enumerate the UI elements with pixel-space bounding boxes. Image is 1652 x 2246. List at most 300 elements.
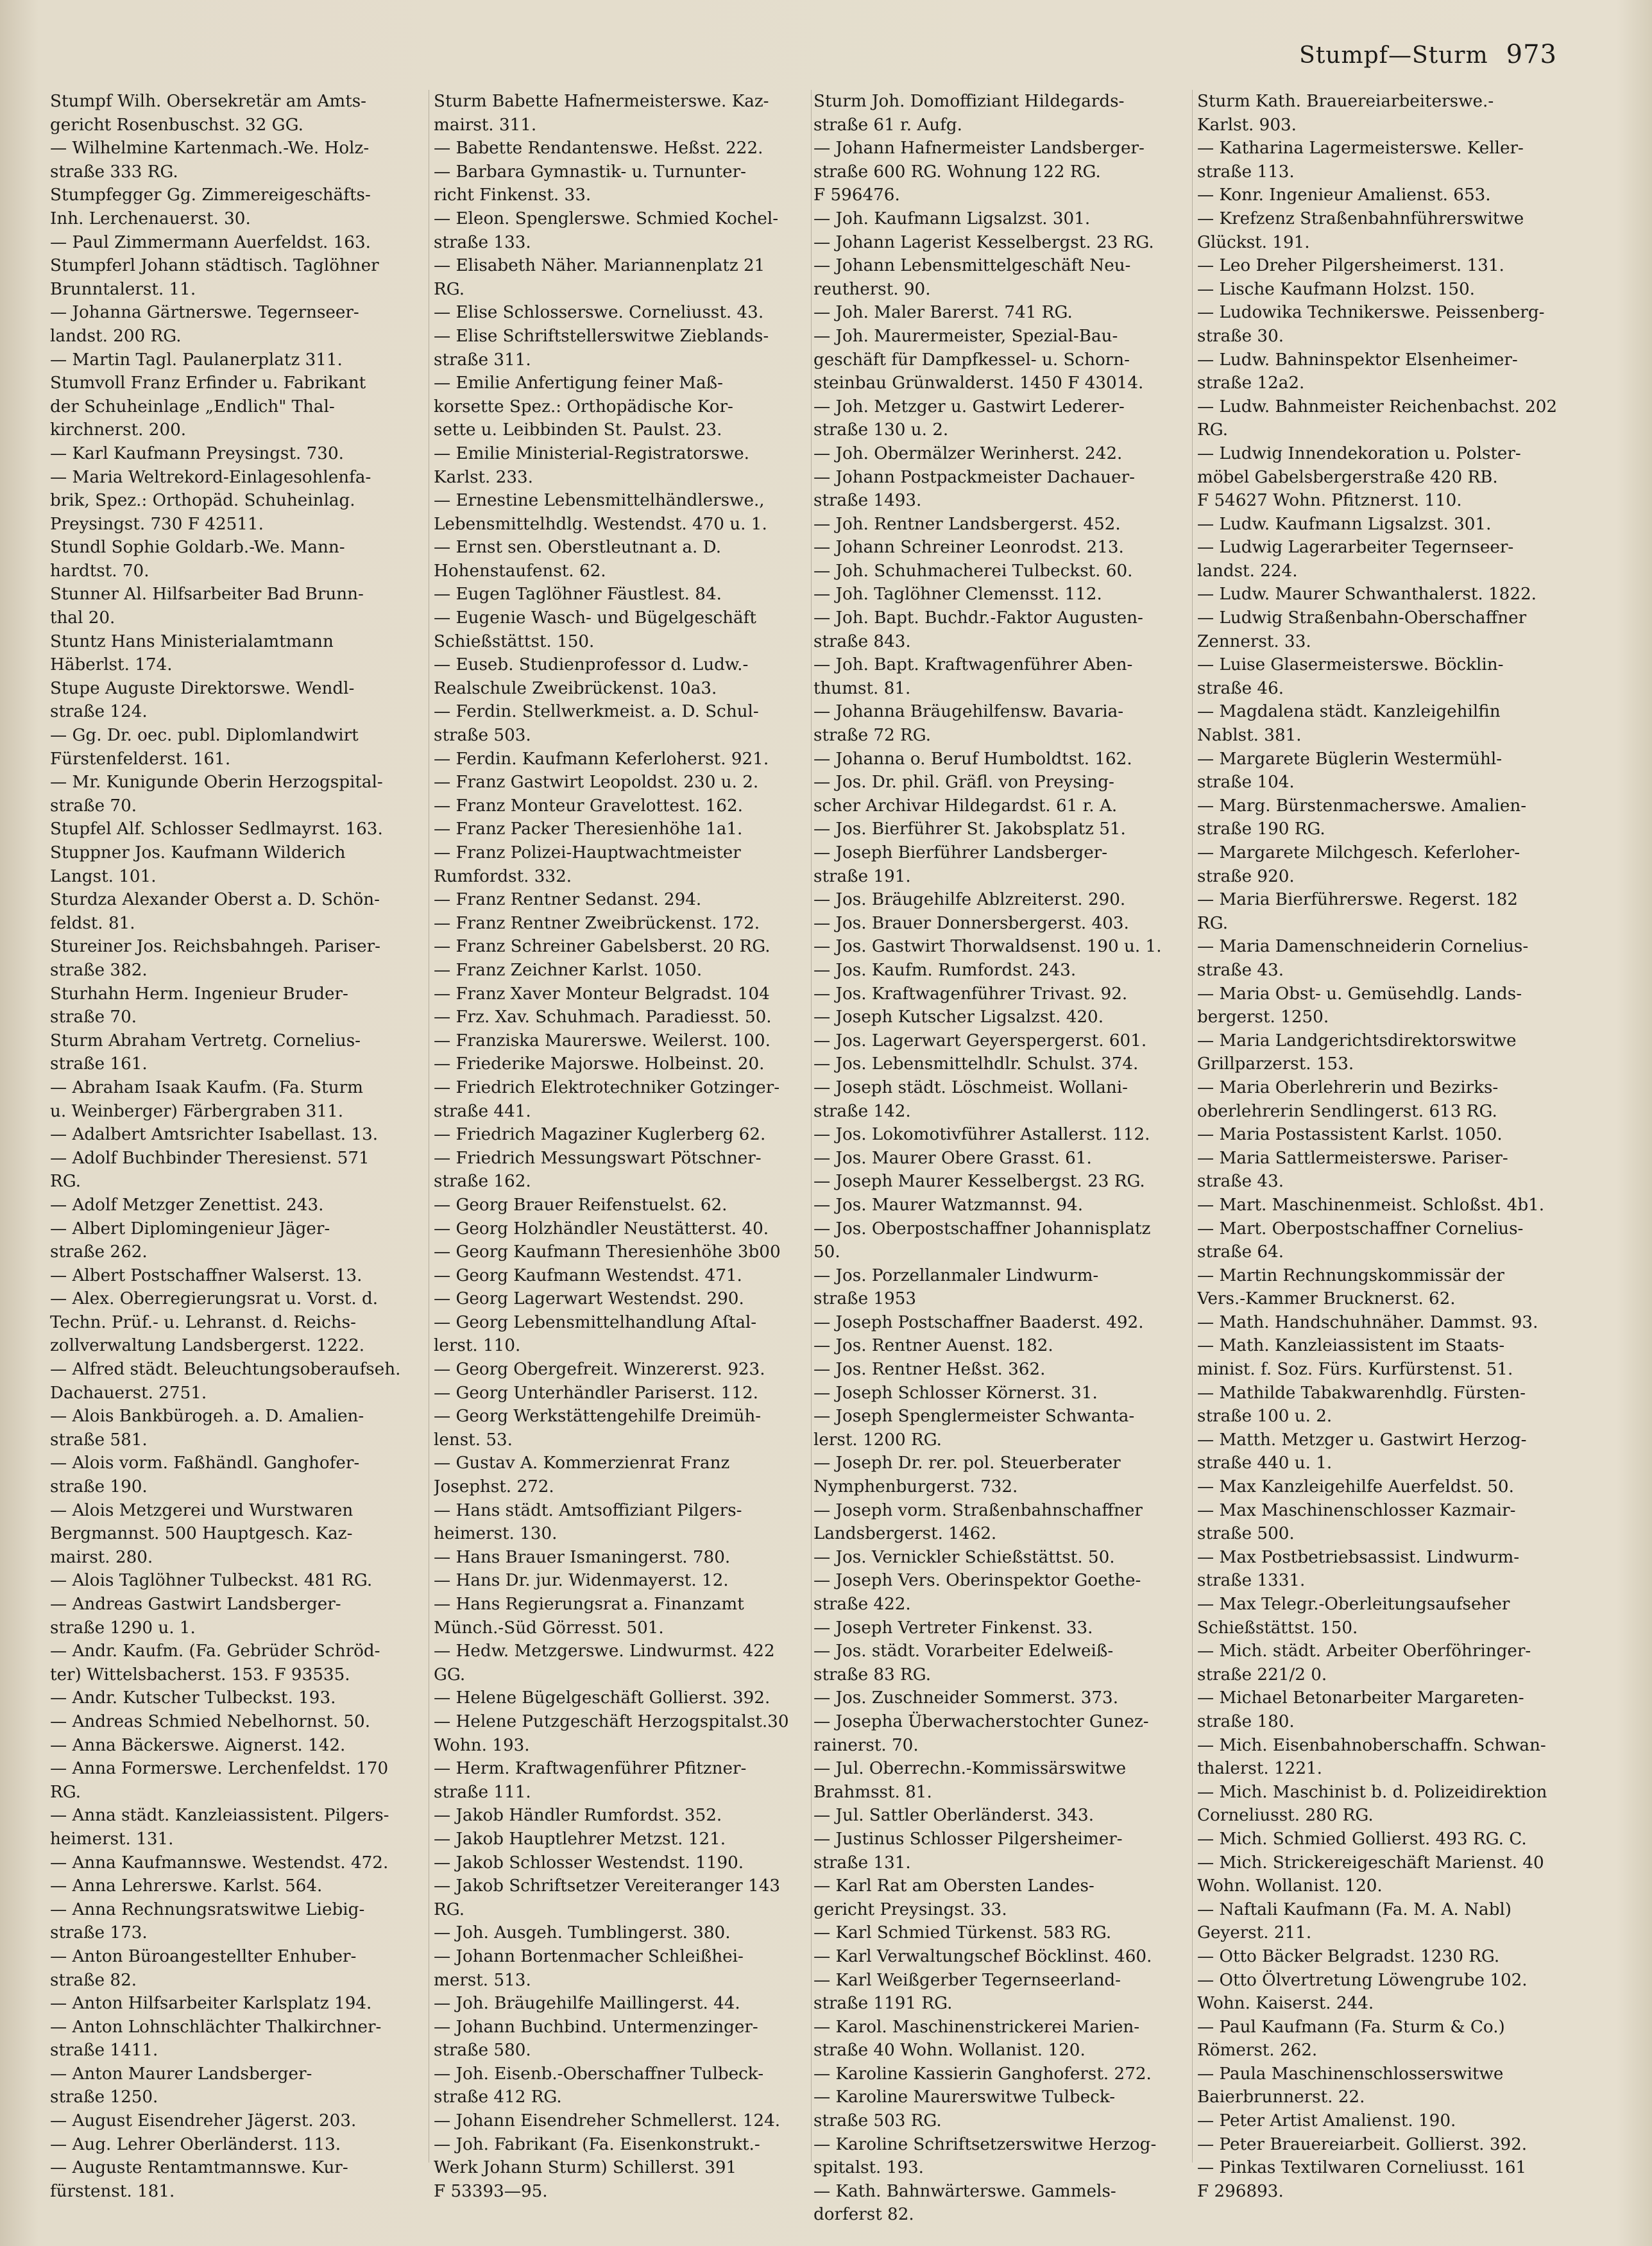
directory-line: Josephst. 272. xyxy=(434,1477,554,1497)
directory-line: — Matth. Metzger u. Gastwirt Herzog- xyxy=(1197,1430,1527,1450)
directory-line: — Michael Betonarbeiter Margareten- xyxy=(1197,1688,1524,1708)
directory-line: lerst. 110. xyxy=(434,1336,521,1356)
directory-line: — Georg Kaufmann Westendst. 471. xyxy=(434,1265,742,1285)
directory-line: — Georg Werkstättengehilfe Dreimüh- xyxy=(434,1407,762,1427)
directory-line: heimerst. 131. xyxy=(50,1829,174,1849)
directory-line: Wohn. 193. xyxy=(434,1735,530,1755)
directory-line: — Ernst sen. Oberstleutnant a. D. xyxy=(434,538,722,558)
directory-line: Römerst. 262. xyxy=(1197,2041,1318,2061)
directory-line: lenst. 53. xyxy=(434,1430,513,1450)
directory-line: straße 422. xyxy=(813,1595,911,1614)
directory-line: straße 191. xyxy=(813,866,911,886)
directory-line: Zennerst. 33. xyxy=(1197,631,1311,651)
directory-line: — Magdalena städt. Kanzleigehilfin xyxy=(1197,702,1501,722)
directory-line: Stureiner Jos. Reichsbahngeh. Pariser- xyxy=(50,937,380,957)
directory-line: — Leo Dreher Pilgersheimerst. 131. xyxy=(1197,256,1504,276)
directory-line: — Josepha Überwacherstochter Gunez- xyxy=(813,1711,1149,1731)
directory-line: straße 440 u. 1. xyxy=(1197,1453,1333,1473)
directory-line: — Martin Tagl. Paulanerplatz 311. xyxy=(50,350,343,370)
directory-line: — Joseph Vers. Oberinspektor Goethe- xyxy=(813,1571,1141,1591)
directory-line: — Albert Postschaffner Walserst. 13. xyxy=(50,1265,362,1285)
directory-line: — Mich. Schmied Gollierst. 493 RG. C. xyxy=(1197,1829,1527,1849)
directory-line: Sturm Kath. Brauereiarbeiterswe.- xyxy=(1197,92,1494,111)
directory-line: — Anton Hilfsarbeiter Karlsplatz 194. xyxy=(50,1994,372,2014)
directory-line: — Joh. Eisenb.-Oberschaffner Tulbeck- xyxy=(434,2064,764,2084)
directory-line: — Anna Rechnungsratswitwe Liebig- xyxy=(50,1899,365,1919)
directory-line: — Jos. Lokomotivführer Astallerst. 112. xyxy=(813,1125,1150,1145)
directory-line: — Jos. Vernickler Schießstättst. 50. xyxy=(813,1547,1115,1567)
directory-line: — Barbara Gymnastik- u. Turnunter- xyxy=(434,162,747,182)
directory-line: — Babette Rendantenswe. Heßst. 222. xyxy=(434,139,763,159)
directory-line: straße 161. xyxy=(50,1054,148,1074)
directory-line: — Jos. Lagerwart Geyerspergerst. 601. xyxy=(813,1031,1147,1050)
directory-line: — Peter Brauereiarbeit. Gollierst. 392. xyxy=(1197,2134,1528,2154)
directory-line: — Abraham Isaak Kaufm. (Fa. Sturm xyxy=(50,1077,363,1097)
directory-line: minist. f. Soz. Fürs. Kurfürstenst. 51. xyxy=(1197,1360,1513,1380)
directory-line: straße 70. xyxy=(50,796,137,816)
directory-line: — Joh. Obermälzer Werinherst. 242. xyxy=(813,443,1123,463)
directory-line: Wohn. Wollanist. 120. xyxy=(1197,1876,1383,1896)
directory-line: — Gustav A. Kommerzienrat Franz xyxy=(434,1453,730,1473)
directory-line: — Joseph Schlosser Körnerst. 31. xyxy=(813,1383,1098,1403)
directory-line: straße 1290 u. 1. xyxy=(50,1618,196,1638)
directory-line: — Jakob Händler Rumfordst. 352. xyxy=(434,1806,722,1826)
directory-line: — Joh. Maler Barerst. 741 RG. xyxy=(813,303,1073,323)
column-4 xyxy=(1197,90,1566,2203)
directory-line: — Margarete Büglerin Westermühl- xyxy=(1197,749,1503,769)
directory-line: — Paul Kaufmann (Fa. Sturm & Co.) xyxy=(1197,2017,1505,2037)
header-title: Stumpf—Sturm xyxy=(1299,42,1488,69)
directory-line: — Auguste Rentamtmannswe. Kur- xyxy=(50,2158,348,2178)
directory-line: — Eugen Taglöhner Fäustlest. 84. xyxy=(434,585,722,604)
directory-line: — Ludwig Lagerarbeiter Tegernseer- xyxy=(1197,538,1514,558)
directory-line: straße 70. xyxy=(50,1007,137,1027)
directory-line: — Eugenie Wasch- und Bügelgeschäft xyxy=(434,608,756,628)
directory-line: — Andr. Kutscher Tulbeckst. 193. xyxy=(50,1688,336,1708)
directory-line: — Joh. Bräugehilfe Maillingerst. 44. xyxy=(434,1994,740,2014)
directory-line: — Alex. Oberregierungsrat u. Vorst. d. xyxy=(50,1289,379,1309)
directory-line: — Karoline Kassierin Ganghoferst. 272. xyxy=(813,2064,1152,2084)
directory-line: — Jakob Schlosser Westendst. 1190. xyxy=(434,1853,744,1873)
column-2 xyxy=(434,90,803,2203)
directory-line: Karlst. 903. xyxy=(1197,115,1297,135)
directory-line: — Georg Kaufmann Theresienhöhe 3b00 xyxy=(434,1242,781,1262)
directory-line: Brunntalerst. 11. xyxy=(50,279,196,299)
directory-line: — Lische Kaufmann Holzst. 150. xyxy=(1197,279,1476,299)
directory-line: straße 180. xyxy=(1197,1711,1295,1731)
directory-line: — Georg Holzhändler Neustätterst. 40. xyxy=(434,1219,769,1239)
directory-line: — Hans Brauer Ismaningerst. 780. xyxy=(434,1547,731,1567)
directory-line: — Maria Sattlermeisterswe. Pariser- xyxy=(1197,1148,1508,1168)
directory-line: fürstenst. 181. xyxy=(50,2181,175,2201)
directory-line: — Franz Zeichner Karlst. 1050. xyxy=(434,960,703,980)
directory-line: — Jos. Porzellanmaler Lindwurm- xyxy=(813,1265,1099,1285)
directory-line: korsette Spez.: Orthopädische Kor- xyxy=(434,397,733,416)
directory-line: — Katharina Lagermeisterswe. Keller- xyxy=(1197,139,1524,159)
directory-line: straße 580. xyxy=(434,2041,531,2061)
column-3 xyxy=(813,90,1182,2227)
directory-line: — Georg Unterhändler Pariserst. 112. xyxy=(434,1383,758,1403)
directory-line: straße 311. xyxy=(434,350,531,370)
directory-line: — Joseph vorm. Straßenbahnschaffner xyxy=(813,1500,1143,1520)
directory-line: straße 83 RG. xyxy=(813,1665,932,1684)
directory-line: — Georg Brauer Reifenstuelst. 62. xyxy=(434,1195,728,1215)
directory-line: Rumfordst. 332. xyxy=(434,866,572,886)
directory-line: — Herm. Kraftwagenführer Pfitzner- xyxy=(434,1759,747,1779)
directory-line: Techn. Prüf.- u. Lehranst. d. Reichs- xyxy=(50,1312,356,1332)
directory-line: — Helene Putzgeschäft Herzogspitalst.30 xyxy=(434,1711,789,1731)
directory-line: straße 581. xyxy=(50,1430,148,1450)
directory-line: — Jos. Dr. phil. Gräfl. von Preysing- xyxy=(813,773,1114,793)
directory-line: thumst. 81. xyxy=(813,678,911,698)
directory-line: merst. 513. xyxy=(434,1970,531,1990)
directory-line: — Pinkas Textilwaren Corneliusst. 161 xyxy=(1197,2158,1527,2178)
directory-line: Stumvoll Franz Erfinder u. Fabrikant xyxy=(50,373,366,393)
directory-line: straße 600 RG. Wohnung 122 RG. xyxy=(813,162,1101,182)
directory-line: — Anna Formerswe. Lerchenfeldst. 170 xyxy=(50,1759,389,1779)
directory-line: — Max Telegr.-Oberleitungsaufseher xyxy=(1197,1595,1510,1614)
directory-line: — Elise Schriftstellerswitwe Zieblands- xyxy=(434,326,769,346)
directory-line: straße 333 RG. xyxy=(50,162,178,182)
directory-line: ter) Wittelsbacherst. 153. F 93535. xyxy=(50,1665,350,1684)
directory-line: straße 30. xyxy=(1197,326,1284,346)
directory-line: — Kath. Bahnwärterswe. Gammels- xyxy=(813,2181,1116,2201)
directory-line: kirchnerst. 200. xyxy=(50,420,187,440)
directory-line: — Konr. Ingenieur Amalienst. 653. xyxy=(1197,185,1491,205)
directory-line: Geyerst. 211. xyxy=(1197,1923,1312,1943)
directory-line: hardtst. 70. xyxy=(50,561,149,581)
directory-line: lerst. 1200 RG. xyxy=(813,1430,942,1450)
directory-line: — Joseph Kutscher Ligsalzst. 420. xyxy=(813,1007,1104,1027)
directory-line: der Schuheinlage „Endlich" Thal- xyxy=(50,397,335,416)
directory-line: heimerst. 130. xyxy=(434,1524,558,1544)
directory-line: Stuntz Hans Ministerialamtmann xyxy=(50,631,334,651)
directory-line: Schießstättst. 150. xyxy=(1197,1618,1358,1638)
directory-line: straße 124. xyxy=(50,702,148,722)
directory-line: — Johanna Gärtnerswe. Tegernseer- xyxy=(50,303,359,323)
directory-line: — Karl Kaufmann Preysingst. 730. xyxy=(50,443,344,463)
directory-line: — Naftali Kaufmann (Fa. M. A. Nabl) xyxy=(1197,1899,1511,1919)
directory-line: Dachauerst. 2751. xyxy=(50,1383,207,1403)
directory-line: richt Finkenst. 33. xyxy=(434,185,592,205)
directory-line: — Gg. Dr. oec. publ. Diplomlandwirt xyxy=(50,726,359,746)
directory-line: — Jos. Kaufm. Rumfordst. 243. xyxy=(813,960,1077,980)
directory-line: straße 1331. xyxy=(1197,1571,1306,1591)
directory-line: Stumpfegger Gg. Zimmereigeschäfts- xyxy=(50,185,371,205)
directory-line: straße 262. xyxy=(50,1242,148,1262)
directory-line: straße 412 RG. xyxy=(434,2087,562,2107)
directory-line: Nymphenburgerst. 732. xyxy=(813,1477,1018,1497)
directory-line: — Alois Taglöhner Tulbeckst. 481 RG. xyxy=(50,1571,373,1591)
directory-line: — Math. Handschuhnäher. Dammst. 93. xyxy=(1197,1312,1538,1332)
directory-line: — Karoline Schriftsetzerswitwe Herzog- xyxy=(813,2134,1157,2154)
directory-line: F 53393—95. xyxy=(434,2181,548,2201)
directory-line: — Johann Lagerist Kesselbergst. 23 RG. xyxy=(813,232,1154,252)
directory-line: — Max Postbetriebsassist. Lindwurm- xyxy=(1197,1547,1520,1567)
directory-line: — Friederike Majorswe. Holbeinst. 20. xyxy=(434,1054,765,1074)
directory-line: — Joseph Bierführer Landsberger- xyxy=(813,843,1108,862)
directory-line: straße 113. xyxy=(1197,162,1295,182)
directory-line: — Joh. Fabrikant (Fa. Eisenkonstrukt.- xyxy=(434,2134,760,2154)
directory-line: straße 1493. xyxy=(813,491,922,511)
directory-line: brik, Spez.: Orthopäd. Schuheinlag. xyxy=(50,491,355,511)
directory-line: — Ludwig Innendekoration u. Polster- xyxy=(1197,443,1521,463)
directory-line: — Johann Buchbind. Untermenzinger- xyxy=(434,2017,758,2037)
directory-line: straße 82. xyxy=(50,1970,137,1990)
directory-line: Inh. Lerchenauerst. 30. xyxy=(50,209,251,228)
directory-line: — Maria Landgerichtsdirektorswitwe xyxy=(1197,1031,1517,1050)
directory-line: reutherst. 90. xyxy=(813,279,931,299)
directory-line: — Jos. Maurer Obere Grasst. 61. xyxy=(813,1148,1092,1168)
directory-line: straße 130 u. 2. xyxy=(813,420,949,440)
directory-line: RG. xyxy=(434,279,465,299)
directory-line: Karlst. 233. xyxy=(434,467,533,487)
directory-line: rainerst. 70. xyxy=(813,1735,919,1755)
directory-line: — Franz Xaver Monteur Belgradst. 104 xyxy=(434,984,770,1004)
directory-line: straße 142. xyxy=(813,1101,911,1121)
directory-line: — Georg Lebensmittelhandlung Aſtal- xyxy=(434,1312,757,1332)
directory-line: straße 1250. xyxy=(50,2087,158,2107)
directory-line: gericht Preysingst. 33. xyxy=(813,1899,1007,1919)
directory-line: Grillparzerst. 153. xyxy=(1197,1054,1354,1074)
directory-line: Realschule Zweibrückenst. 10a3. xyxy=(434,678,717,698)
directory-line: straße 503 RG. xyxy=(813,2111,942,2131)
directory-line: straße 503. xyxy=(434,726,531,746)
directory-line: — Karl Weißgerber Tegernseerland- xyxy=(813,1970,1121,1990)
directory-line: — Jos. Brauer Donnersbergerst. 403. xyxy=(813,913,1129,933)
directory-line: — Anna Lehrerswe. Karlst. 564. xyxy=(50,1876,323,1896)
directory-line: — Hans Dr. jur. Widenmayerst. 12. xyxy=(434,1571,729,1591)
directory-line: — Jos. Rentner Auenst. 182. xyxy=(813,1336,1053,1356)
directory-line: spitalst. 193. xyxy=(813,2158,924,2178)
directory-line: — Jul. Oberrechn.-Kommissärswitwe xyxy=(813,1759,1127,1779)
directory-line: — Anna Kaufmannswe. Westendst. 472. xyxy=(50,1853,389,1873)
directory-line: — Jos. Bierführer St. Jakobsplatz 51. xyxy=(813,819,1126,839)
directory-line: mairst. 280. xyxy=(50,1547,153,1567)
directory-line: Corneliusst. 280 RG. xyxy=(1197,1806,1374,1826)
directory-line: Sturdza Alexander Oberst a. D. Schön- xyxy=(50,890,380,910)
directory-line: — Mr. Kunigunde Oberin Herzogspital- xyxy=(50,773,383,793)
directory-line: — Maria Bierführerswe. Regerst. 182 xyxy=(1197,890,1518,910)
directory-line: Langst. 101. xyxy=(50,866,157,886)
directory-line: Sturhahn Herm. Ingenieur Bruder- xyxy=(50,984,348,1004)
directory-line: — Georg Lagerwart Westendst. 290. xyxy=(434,1289,744,1309)
directory-line: — Mich. Eisenbahnoberschaffn. Schwan- xyxy=(1197,1735,1546,1755)
directory-line: — Johann Bortenmacher Schleißhei- xyxy=(434,1946,744,1966)
directory-line: straße 104. xyxy=(1197,773,1295,793)
directory-line: feldst. 81. xyxy=(50,913,135,933)
page-number: 973 xyxy=(1506,40,1557,69)
directory-line: — Anton Maurer Landsberger- xyxy=(50,2064,312,2084)
directory-line: — Karl Verwaltungschef Böcklinst. 460. xyxy=(813,1946,1152,1966)
directory-line: — Joseph Vertreter Finkenst. 33. xyxy=(813,1618,1093,1638)
directory-line: bergerst. 1250. xyxy=(1197,1007,1329,1027)
directory-line: RG. xyxy=(50,1782,81,1802)
directory-line: — Alois vorm. Faßhändl. Ganghofer- xyxy=(50,1453,360,1473)
directory-line: Preysingst. 730 F 42511. xyxy=(50,514,264,534)
directory-line: — Karol. Maschinenstrickerei Marien- xyxy=(813,2017,1140,2037)
page-header xyxy=(1299,40,1557,69)
directory-line: Glückst. 191. xyxy=(1197,232,1310,252)
directory-line: — Joh. Maurermeister, Spezial-Bau- xyxy=(813,326,1118,346)
directory-line: — Paula Maschinenschlosserswitwe xyxy=(1197,2064,1504,2084)
directory-line: — Joh. Bapt. Buchdr.-Faktor Augusten- xyxy=(813,608,1143,628)
column-divider xyxy=(811,90,812,2163)
directory-line: RG. xyxy=(50,1172,81,1192)
directory-line: GG. xyxy=(434,1665,466,1684)
directory-line: — Mich. Strickereigeschäft Marienst. 40 xyxy=(1197,1853,1544,1873)
directory-line: straße 46. xyxy=(1197,678,1284,698)
directory-line: — Maria Oberlehrerin und Bezirks- xyxy=(1197,1077,1499,1097)
directory-line: — Anna Bäckerswe. Aignerst. 142. xyxy=(50,1735,346,1755)
directory-line: — Hans städt. Amtsoffiziant Pilgers- xyxy=(434,1500,742,1520)
directory-line: — Johanna o. Beruf Humboldtst. 162. xyxy=(813,749,1132,769)
directory-line: — Otto Ölvertretung Löwengrube 102. xyxy=(1197,1970,1528,1990)
directory-line: straße 1953 xyxy=(813,1289,917,1309)
directory-line: straße 133. xyxy=(434,232,531,252)
directory-line: — Jul. Sattler Oberländerst. 343. xyxy=(813,1806,1094,1826)
directory-line: F 54627 Wohn. Pfitznerst. 110. xyxy=(1197,491,1462,511)
directory-line: Werk Johann Sturm) Schillerst. 391 xyxy=(434,2158,737,2178)
directory-line: — Jos. Rentner Heßst. 362. xyxy=(813,1360,1046,1380)
directory-line: straße 920. xyxy=(1197,866,1295,886)
directory-line: — Ferdin. Stellwerkmeist. a. D. Schul- xyxy=(434,702,759,722)
directory-line: straße 43. xyxy=(1197,1172,1284,1192)
directory-line: — Frz. Xav. Schuhmach. Paradiesst. 50. xyxy=(434,1007,772,1027)
directory-line: — Peter Artist Amalienst. 190. xyxy=(1197,2111,1456,2131)
directory-line: Stuppner Jos. Kaufmann Wilderich xyxy=(50,843,346,862)
directory-line: — Hans Regierungsrat a. Finanzamt xyxy=(434,1595,744,1614)
directory-line: — Jos. Oberpostschaffner Johannisplatz 50. xyxy=(813,1219,1151,1262)
directory-line: — Elisabeth Näher. Mariannenplatz 21 xyxy=(434,256,765,276)
directory-line: Sturm Babette Hafnermeisterswe. Kaz- xyxy=(434,92,769,111)
directory-line: — Adolf Buchbinder Theresienst. 571 xyxy=(50,1148,370,1168)
directory-line: — Friedrich Messungswart Pötschner- xyxy=(434,1148,762,1168)
directory-line: — Marg. Bürstenmacherswe. Amalien- xyxy=(1197,796,1527,816)
directory-line: landst. 200 RG. xyxy=(50,326,182,346)
directory-line: Vers.-Kammer Brucknerst. 62. xyxy=(1197,1289,1456,1309)
directory-line: straße 162. xyxy=(434,1172,531,1192)
directory-line: — Mich. städt. Arbeiter Oberföhringer- xyxy=(1197,1642,1531,1661)
directory-line: — Joseph Dr. rer. pol. Steuerberater xyxy=(813,1453,1121,1473)
directory-line: — Paul Zimmermann Auerfeldst. 163. xyxy=(50,232,371,252)
directory-line: — Mathilde Tabakwarenhdlg. Fürsten- xyxy=(1197,1383,1526,1403)
directory-line: straße 441. xyxy=(434,1101,531,1121)
directory-line: dorferst 82. xyxy=(813,2205,914,2225)
directory-line: Stupe Auguste Direktorswe. Wendl- xyxy=(50,678,355,698)
column-divider xyxy=(1192,90,1193,2163)
directory-line: straße 40 Wohn. Wollanist. 120. xyxy=(813,2041,1086,2061)
directory-line: straße 111. xyxy=(434,1782,531,1802)
directory-line: — Ferdin. Kaufmann Keferloherst. 921. xyxy=(434,749,769,769)
directory-line: Münch.-Süd Görresst. 501. xyxy=(434,1618,664,1638)
directory-line: — Krefzenz Straßenbahnführerswitwe xyxy=(1197,209,1524,228)
directory-line: — Franz Monteur Gravelottest. 162. xyxy=(434,796,743,816)
directory-line: — Joseph Postschaffner Baaderst. 492. xyxy=(813,1312,1144,1332)
directory-line: — Franz Packer Theresienhöhe 1a1. xyxy=(434,819,743,839)
directory-line: — Aug. Lehrer Oberländerst. 113. xyxy=(50,2134,341,2154)
directory-line: — Joh. Kaufmann Ligsalzst. 301. xyxy=(813,209,1091,228)
directory-line: Wohn. Kaiserst. 244. xyxy=(1197,1994,1374,2014)
directory-line: scher Archivar Hildegardst. 61 r. A. xyxy=(813,796,1118,816)
directory-line: — Johanna Bräugehilfensw. Bavaria- xyxy=(813,702,1124,722)
directory-line: — Joh. Bapt. Kraftwagenführer Aben- xyxy=(813,655,1133,675)
directory-line: — Joseph Maurer Kesselbergst. 23 RG. xyxy=(813,1172,1145,1192)
directory-line: — Max Maschinenschlosser Kazmair- xyxy=(1197,1500,1516,1520)
directory-line: — Jakob Schriftsetzer Vereiteranger 143 xyxy=(434,1876,781,1896)
directory-line: — Albert Diplomingenieur Jäger- xyxy=(50,1219,330,1239)
directory-line: — Max Kanzleigehilfe Auerfeldst. 50. xyxy=(1197,1477,1514,1497)
directory-line: — Jos. städt. Vorarbeiter Edelweiß- xyxy=(813,1642,1114,1661)
directory-line: Brahmsst. 81. xyxy=(813,1782,932,1802)
directory-line: — Ernestine Lebensmittelhändlerswe., xyxy=(434,491,765,511)
directory-line: — Johann Hafnermeister Landsberger- xyxy=(813,139,1145,159)
directory-line: — Ludowika Technikerswe. Peissenberg- xyxy=(1197,303,1545,323)
directory-line: straße 221/2 0. xyxy=(1197,1665,1327,1684)
directory-line: zollverwaltung Landsbergerst. 1222. xyxy=(50,1336,365,1356)
directory-line: Baierbrunnerst. 22. xyxy=(1197,2087,1365,2107)
directory-line: — Maria Weltrekord-Einlagesohlenfa- xyxy=(50,467,371,487)
directory-line: RG. xyxy=(434,1899,465,1919)
directory-line: — Jos. Zuschneider Sommerst. 373. xyxy=(813,1688,1119,1708)
directory-line: — Eusеb. Studienprofessor d. Ludw.- xyxy=(434,655,749,675)
directory-line: — Jos. Kraftwagenführer Trivast. 92. xyxy=(813,984,1128,1004)
directory-line: — Joh. Rentner Landsbergerst. 452. xyxy=(813,514,1121,534)
directory-line: — Johann Lebensmittelgeschäft Neu- xyxy=(813,256,1131,276)
directory-line: thal 20. xyxy=(50,608,115,628)
directory-line: — Jakob Hauptlehrer Metzst. 121. xyxy=(434,1829,726,1849)
directory-line: Fürstenfelderst. 161. xyxy=(50,749,231,769)
directory-line: Stunner Al. Hilfsarbeiter Bad Brunn- xyxy=(50,585,364,604)
directory-line: Bergmannst. 500 Hauptgesch. Kaz- xyxy=(50,1524,353,1544)
directory-line: — Joh. Taglöhner Clemensst. 112. xyxy=(813,585,1102,604)
directory-line: — Alfred städt. Beleuchtungsoberaufseh. xyxy=(50,1360,401,1380)
directory-line: Lebensmittelhdlg. Westendst. 470 u. 1. xyxy=(434,514,767,534)
directory-line: — Mich. Maschinist b. d. Polizeidirektion xyxy=(1197,1782,1547,1802)
directory-line: Stumpf Wilh. Obersekretär am Amts- xyxy=(50,92,367,111)
directory-line: — Franziska Maurerswe. Weilerst. 100. xyxy=(434,1031,771,1050)
directory-line: straße 64. xyxy=(1197,1242,1284,1262)
directory-line: straße 500. xyxy=(1197,1524,1295,1544)
directory-line: — Margarete Milchgesch. Keferloher- xyxy=(1197,843,1520,862)
directory-line: straße 61 r. Aufg. xyxy=(813,115,962,135)
directory-line: straße 382. xyxy=(50,960,148,980)
directory-line: — Maria Postassistent Karlst. 1050. xyxy=(1197,1125,1503,1145)
directory-line: Schießstättst. 150. xyxy=(434,631,595,651)
directory-line: sette u. Leibbinden St. Paulst. 23. xyxy=(434,420,722,440)
directory-line: RG. xyxy=(1197,913,1229,933)
directory-line: straße 72 RG. xyxy=(813,726,932,746)
directory-line: u. Weinberger) Färbergraben 311. xyxy=(50,1101,344,1121)
directory-line: — Mart. Maschinenmeist. Schloßst. 4b1. xyxy=(1197,1195,1545,1215)
directory-line: — August Eisendreher Jägerst. 203. xyxy=(50,2111,357,2131)
directory-line: RG. xyxy=(1197,420,1229,440)
directory-line: — Anton Büroangestellter Enhuber- xyxy=(50,1946,357,1966)
directory-line: — Jos. Gastwirt Thorwaldsenst. 190 u. 1. xyxy=(813,937,1162,957)
directory-line: — Mart. Oberpostschaffner Cornelius- xyxy=(1197,1219,1524,1239)
directory-line: — Johann Schreiner Leonrodst. 213. xyxy=(813,538,1124,558)
directory-line: — Franz Gastwirt Leopoldst. 230 u. 2. xyxy=(434,773,759,793)
directory-line: — Elise Schlosserswe. Corneliusst. 43. xyxy=(434,303,764,323)
directory-line: geschäft für Dampfkessel- u. Schorn- xyxy=(813,350,1130,370)
directory-line: — Karl Rat am Obersten Landes- xyxy=(813,1876,1094,1896)
directory-line: — Emilie Ministerial-Registratorswe. xyxy=(434,443,749,463)
directory-line: straße 100 u. 2. xyxy=(1197,1407,1333,1427)
directory-line: straße 1191 RG. xyxy=(813,1994,953,2014)
directory-line: — Alois Metzgerei und Wurstwaren xyxy=(50,1500,353,1520)
directory-line: mairst. 311. xyxy=(434,115,537,135)
directory-line: — Justinus Schlosser Pilgersheimer- xyxy=(813,1829,1123,1849)
